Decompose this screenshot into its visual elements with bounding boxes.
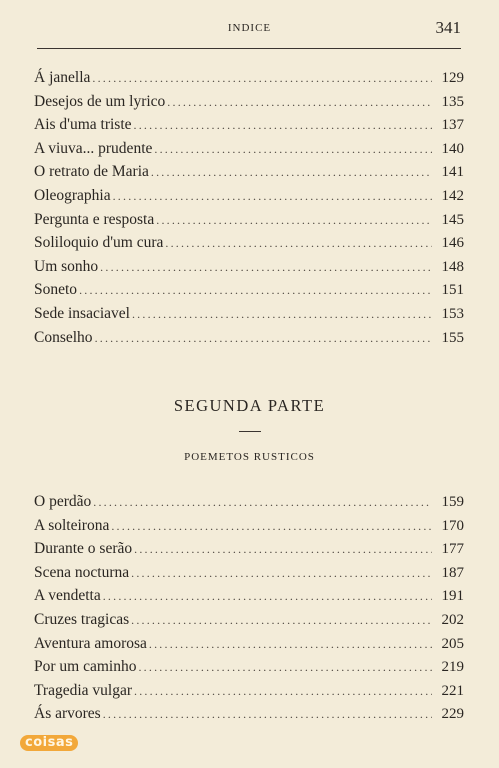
toc-entry [34, 609, 464, 631]
toc-entry-page: 155 [441, 329, 464, 346]
toc-entry [34, 656, 464, 678]
toc-entry [34, 303, 464, 325]
toc-entry-title: Á janella [34, 69, 91, 86]
toc-entry-page: 205 [441, 635, 464, 652]
toc-entry-title: O retrato de Maria [34, 163, 149, 181]
toc-entry-page: 141 [441, 164, 464, 181]
toc-entry [34, 256, 464, 278]
toc-entry-title: Pergunta e resposta [34, 210, 155, 228]
dot-leader [151, 161, 432, 183]
dot-leader [134, 114, 432, 136]
dot-leader [134, 538, 432, 560]
dot-leader [103, 585, 432, 607]
toc-entry-page: 153 [441, 306, 464, 322]
dot-leader [134, 680, 432, 702]
toc-entry [34, 185, 464, 207]
toc-entry-title: A solteirona [34, 516, 110, 534]
header-divider [37, 48, 461, 49]
toc-entry-page: 159 [441, 494, 464, 510]
part-heading-divider [239, 431, 261, 432]
part-heading: SEGUNDA PARTE [173, 396, 326, 415]
toc-entry-title: Soneto [34, 281, 78, 299]
toc-entry [34, 279, 464, 301]
toc-entry-title: Desejos de um lyrico [34, 92, 166, 110]
dot-leader [132, 303, 432, 325]
toc-entry-title: Tragedia vulgar [34, 681, 133, 699]
toc-entry [34, 327, 464, 349]
toc-entry-page: 129 [441, 70, 464, 86]
toc-entry [34, 67, 464, 89]
toc-entry-title: O perdão [34, 493, 92, 510]
toc-entry [34, 515, 464, 537]
toc-entry-title: Durante o serão [34, 540, 133, 558]
toc-entry-page: 151 [441, 282, 464, 299]
toc-entry-page: 135 [441, 93, 464, 110]
toc-entry-title: A viuva... prudente [34, 139, 153, 157]
toc-entry-page: 146 [441, 235, 464, 252]
toc-entry-title: Ás arvores [34, 705, 101, 723]
dot-leader [79, 279, 432, 301]
dot-leader [103, 703, 432, 725]
toc-entry [34, 232, 464, 254]
toc-entry [34, 562, 464, 584]
dot-leader [154, 138, 432, 160]
toc-entry [34, 633, 464, 655]
toc-entry-page: 191 [441, 588, 464, 605]
dot-leader [95, 327, 432, 349]
toc-entry [34, 138, 464, 160]
dot-leader [131, 562, 432, 584]
toc-entry [34, 703, 464, 725]
toc-entry-page: 219 [441, 659, 464, 676]
toc-entry-page: 142 [441, 188, 464, 204]
toc-entry-title: Ais d'uma triste [34, 116, 132, 134]
dot-leader [100, 256, 432, 278]
dot-leader [149, 633, 432, 655]
toc-entry-title: Sede insaciavel [34, 305, 130, 322]
toc-entry-page: 229 [441, 706, 464, 723]
toc-entry-title: A vendetta [34, 587, 101, 605]
part-subheading: POEMETOS RUSTICOS [184, 451, 315, 463]
toc-entry-page: 202 [441, 612, 464, 628]
toc-entry-title: Por um caminho [34, 658, 137, 676]
toc-entry [34, 538, 464, 560]
toc-entry-title: Cruzes tragicas [34, 611, 130, 628]
toc-entry [34, 585, 464, 607]
toc-entry-page: 170 [441, 517, 464, 534]
running-header-title: INDICE [227, 22, 272, 34]
dot-leader [92, 67, 432, 89]
dot-leader [138, 656, 432, 678]
dot-leader [93, 491, 432, 513]
toc-entry [34, 209, 464, 231]
toc-entry [34, 91, 464, 113]
toc-entry-title: Soliloquio d'um cura [34, 234, 164, 252]
dot-leader [113, 185, 432, 207]
dot-leader [165, 232, 432, 254]
toc-entry-page: 221 [441, 682, 464, 699]
toc-entry-page: 140 [441, 140, 464, 157]
toc-entry-title: Scena nocturna [34, 563, 130, 581]
toc-entry-title: Conselho [34, 328, 93, 346]
toc-entry [34, 114, 464, 136]
watermark-logo: coisas [20, 735, 78, 751]
page-number: 341 [435, 18, 461, 37]
toc-entry [34, 161, 464, 183]
toc-entry-page: 148 [441, 258, 464, 275]
toc-entry [34, 680, 464, 702]
dot-leader [156, 209, 432, 231]
dot-leader [131, 609, 432, 631]
toc-entry-title: Um sonho [34, 257, 99, 275]
toc-entry-page: 137 [441, 117, 464, 134]
dot-leader [111, 515, 432, 537]
toc-entry [34, 491, 464, 513]
toc-entry-page: 177 [441, 541, 464, 558]
toc-entry-page: 187 [441, 564, 464, 581]
toc-entry-title: Oleographia [34, 187, 111, 204]
dot-leader [167, 91, 432, 113]
toc-entry-page: 145 [441, 211, 464, 228]
toc-entry-title: Aventura amorosa [34, 634, 147, 652]
